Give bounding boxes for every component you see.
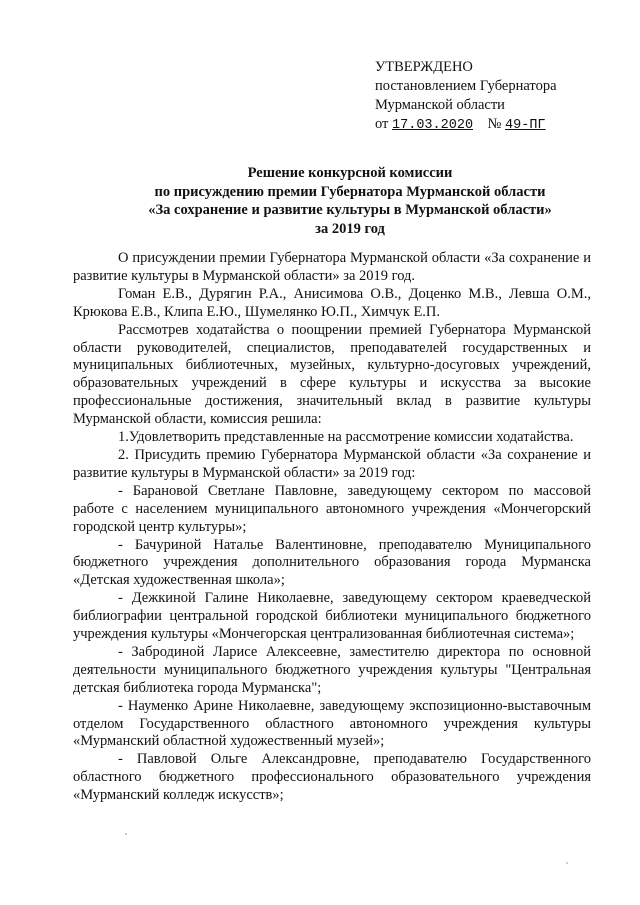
preamble-paragraph: Рассмотрев ходатайства о поощрении премией Губернатора Мурманской области руководителей, специалистов, преподавателей государственных и муниципальных библиотечных, музейных, культурно-досуговых учреждений, образовательных учреждений в сфере культуры и искусства за высокие профессиональные достижения, значительный вклад в развитие культуры Мурманской области, комиссия решила: [73,321,591,428]
title-line-2: по присуждению премии Губернатора Мурманской области [154,183,546,200]
document-title [60,164,640,238]
title-line-4: за 2019 год [315,220,385,237]
commission-members: Гоман Е.В., Дурягин Р.А., Анисимова О.В., Доценко М.В., Левша О.М., Крюкова Е.В., Клипа Е.Ю., Шумелянко Ю.П., Химчук Е.П. [73,285,591,320]
decision-item-2: 2. Присудить премию Губернатора Мурманской области «За сохранение и развитие культуры в Мурманской области» за 2019 год: [73,446,591,481]
approval-number-label: № [487,116,502,132]
title-line-1: Решение конкурсной комиссии [247,165,453,181]
approval-from-label: от [375,116,389,132]
approval-stamp [375,58,557,135]
approval-date-line [375,115,557,135]
approval-region: Мурманской области [375,97,505,113]
laureate-item: - Дежкиной Галине Николаевне, заведующему сектором краеведческой библиографии центральной городской библиотеки муниципального бюджетного учреждения культуры «Мончегорская централизованная библиотечная система»; [73,590,591,643]
document-body [73,250,591,805]
subject-paragraph: О присуждении премии Губернатора Мурманской области «За сохранение и развитие культуры в Мурманской области» за 2019 год. [73,250,591,284]
approval-number: 49-ПГ [505,118,546,133]
decision-item-1: 1.Удовлетворить представленные на рассмотрение комиссии ходатайства. [118,429,574,446]
scan-speck [566,862,568,864]
approval-heading: УТВЕРЖДЕНО [375,59,473,75]
title-line-3: «За сохранение и развитие культуры в Мурманской области» [148,202,552,218]
laureate-item: - Павловой Ольге Александровне, преподавателю Государственного областного бюджетного профессионального образовательного учреждения «Мурманский колледж искусств»; [73,751,591,804]
approval-date: 17.03.2020 [392,118,474,133]
laureate-item: - Бачуриной Наталье Валентиновне, преподавателю Муниципального бюджетного учреждения дополнительного образования города Мурманска «Детская художественная школа»; [73,536,591,589]
laureate-item: - Барановой Светлане Павловне, заведующему сектором по массовой работе с населением муниципального автономного учреждения «Мончегорский городской центр культуры»; [73,482,591,535]
laureate-item: - Забродиной Ларисе Алексеевне, заместителю директора по основной деятельности муниципального бюджетного учреждения культуры "Центральная детская библиотека города Мурманска"; [73,643,591,696]
laureate-item: - Науменко Арине Николаевне, заведующему экспозиционно-выставочным отделом Государственного областного автономного учреждения культуры «Мурманский областной художественный музей»; [73,697,591,750]
scan-speck [125,833,127,835]
approval-authority: постановлением Губернатора [375,78,557,94]
